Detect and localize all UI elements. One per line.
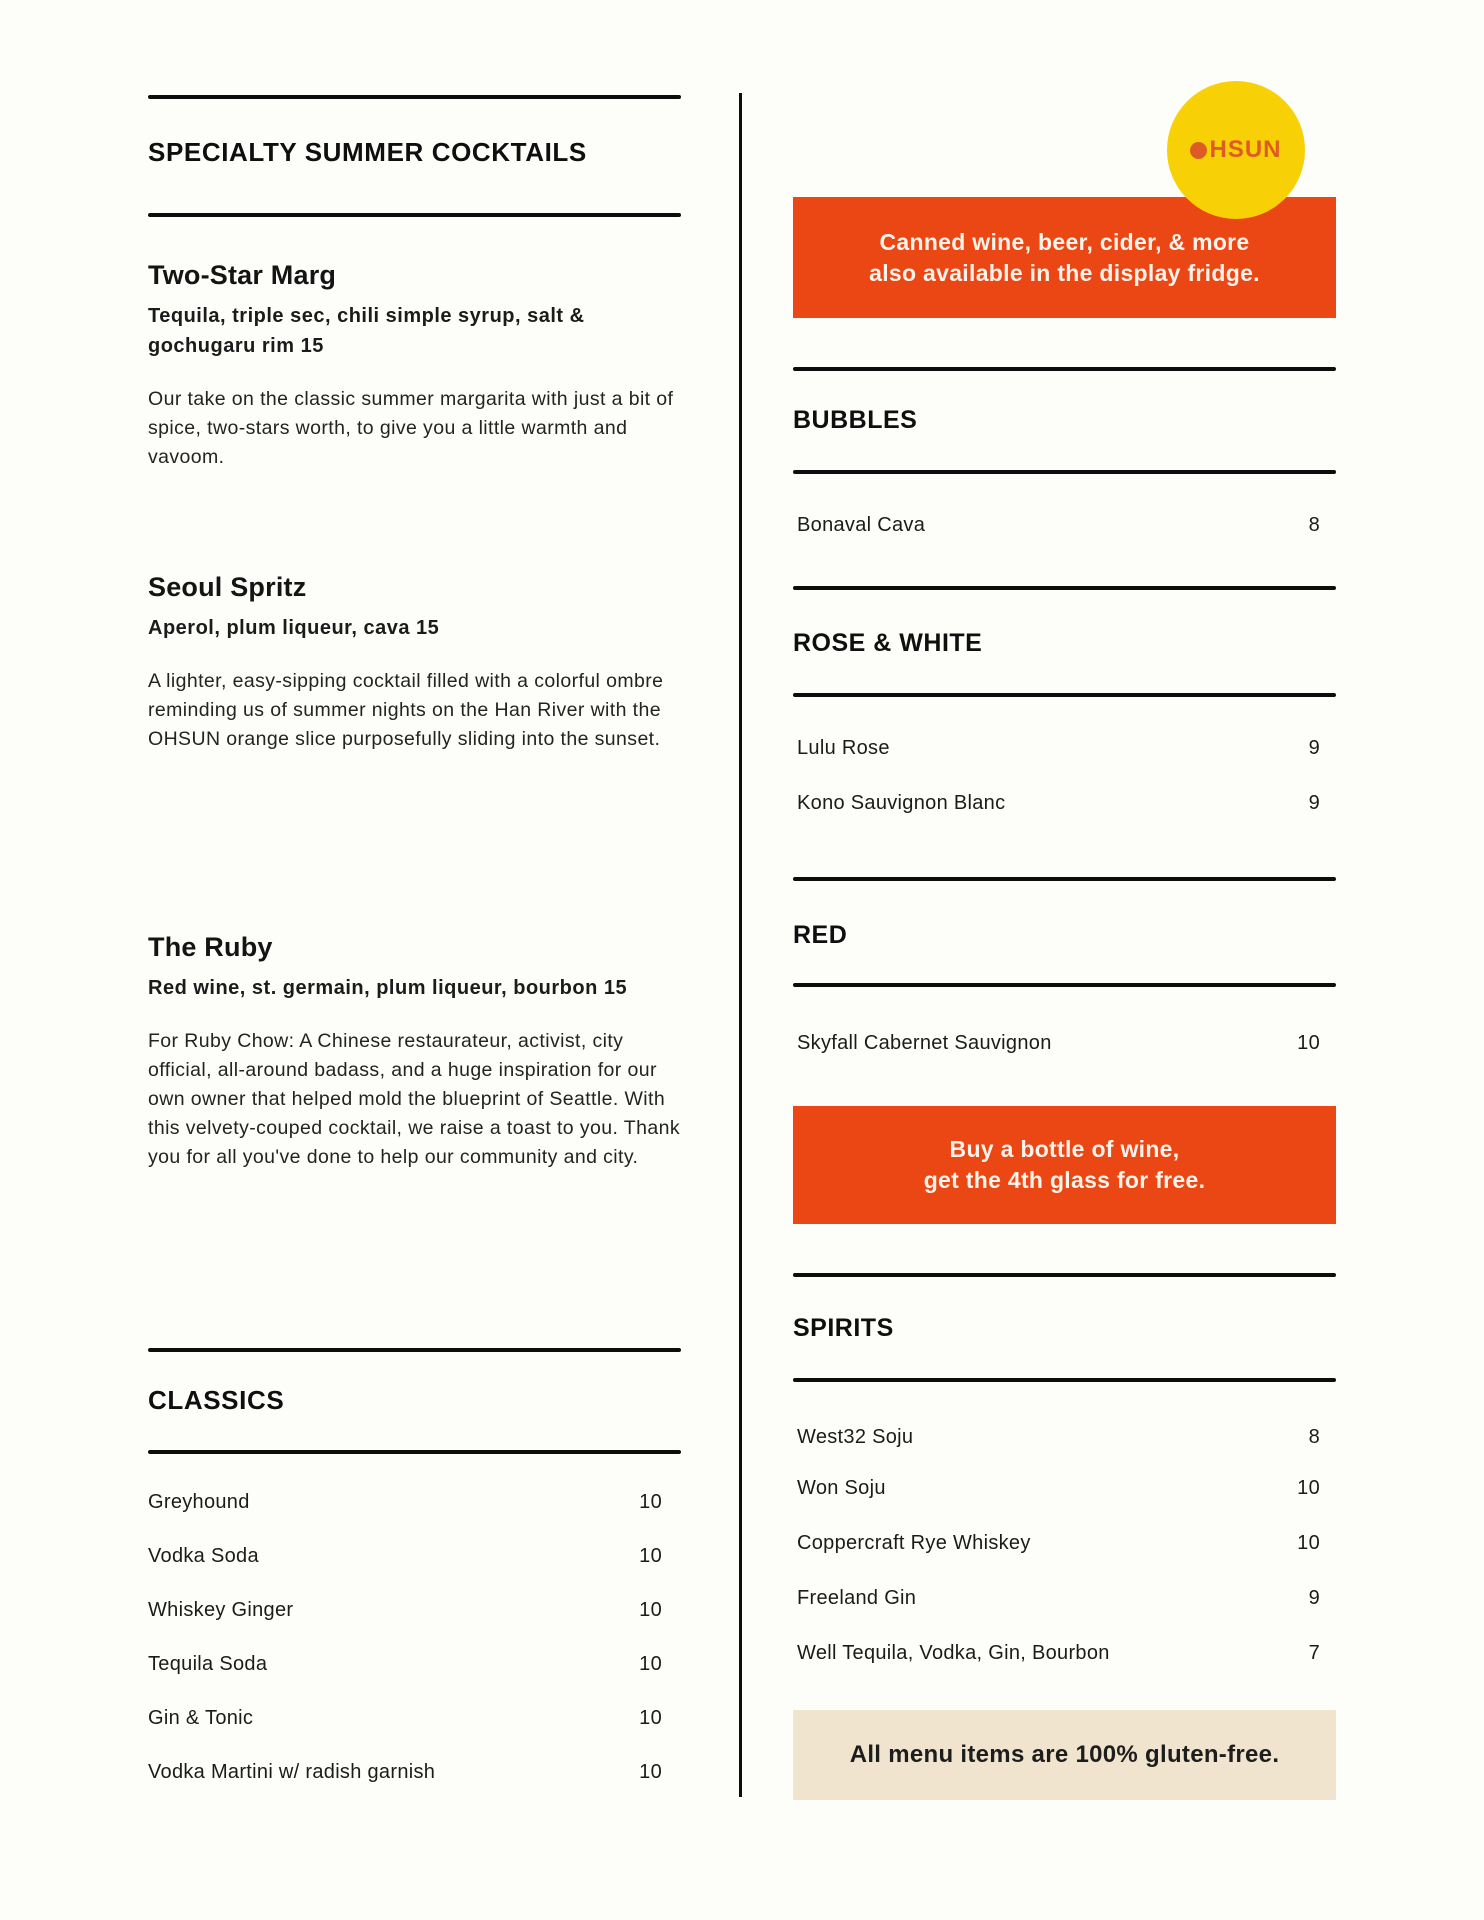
rule-above-red (793, 877, 1336, 881)
cocktail-name: Two-Star Marg (148, 260, 337, 290)
item-price: 9 (1308, 737, 1320, 759)
item-name: Skyfall Cabernet Sauvignon (797, 1032, 1052, 1054)
item-name: Coppercraft Rye Whiskey (797, 1532, 1031, 1554)
item-price: 10 (639, 1491, 662, 1513)
rose-white-title: ROSE & WHITE (793, 629, 983, 657)
item-name: Lulu Rose (797, 737, 890, 759)
cocktail-seoul-spritz (148, 572, 681, 754)
item-price: 10 (639, 1707, 662, 1729)
fridge-banner-line2: also available in the display fridge. (869, 259, 1260, 286)
wine-promo-banner (793, 1106, 1336, 1224)
spirits-row (793, 1638, 1336, 1668)
cocktail-the-ruby (148, 932, 681, 1172)
item-price: 10 (1297, 1032, 1320, 1054)
rule-above-bubbles (793, 367, 1336, 371)
item-name: Vodka Martini w/ radish garnish (148, 1761, 436, 1783)
rule-above-specialty-title (148, 95, 681, 99)
item-name: Gin & Tonic (148, 1707, 254, 1729)
classics-row (148, 1703, 681, 1733)
cocktail-description: Our take on the classic summer margarita with just a bit of spice, two-stars worth, to give you a little warmth and vavoom. (148, 388, 674, 468)
red-row (793, 1028, 1336, 1058)
spirits-row (793, 1583, 1336, 1613)
item-price: 10 (639, 1653, 662, 1675)
item-price: 10 (639, 1545, 662, 1567)
rule-below-classics-title (148, 1450, 681, 1454)
item-name: Bonaval Cava (797, 514, 926, 536)
item-price: 10 (1297, 1477, 1320, 1499)
logo-letters: HSUN (1209, 136, 1282, 163)
item-name: Won Soju (797, 1477, 886, 1499)
cocktail-ingredients: Aperol, plum liqueur, cava 15 (148, 617, 440, 639)
wine-promo-line1: Buy a bottle of wine, (949, 1136, 1180, 1162)
item-price: 9 (1308, 792, 1320, 814)
item-price: 8 (1308, 1426, 1320, 1448)
bubbles-row (793, 510, 1336, 540)
item-price: 10 (639, 1761, 662, 1783)
classics-row (148, 1541, 681, 1571)
spirits-title: SPIRITS (793, 1314, 894, 1342)
item-name: Tequila Soda (148, 1653, 268, 1675)
classics-row (148, 1487, 681, 1517)
red-title: RED (793, 921, 848, 949)
fridge-banner-line1: Canned wine, beer, cider, & more (879, 228, 1250, 255)
rose-white-row (793, 733, 1336, 763)
item-name: Freeland Gin (797, 1587, 917, 1609)
rule-below-red-title (793, 983, 1336, 987)
rule-above-spirits (793, 1273, 1336, 1277)
item-name: Vodka Soda (148, 1545, 259, 1567)
gluten-free-banner (793, 1710, 1336, 1800)
logo-o-dot-icon (1190, 142, 1207, 159)
classics-row (148, 1649, 681, 1679)
rose-white-row (793, 788, 1336, 818)
cocktail-two-star-marg (148, 260, 681, 472)
cocktail-name: The Ruby (148, 932, 273, 962)
spirits-row (793, 1422, 1336, 1452)
spirits-row (793, 1528, 1336, 1558)
classics-title: CLASSICS (148, 1385, 285, 1415)
item-name: Whiskey Ginger (148, 1599, 294, 1621)
cocktail-description: For Ruby Chow: A Chinese restaurateur, activist, city official, all-around badass, and a huge inspiration for our own owner that helped mold the blueprint of Seattle. With this velvety-couped cocktail, we raise a toast to you. Thank you for all you've done to help our community and city. (148, 1030, 680, 1168)
rule-above-rose-white (793, 586, 1336, 590)
item-price: 10 (639, 1599, 662, 1621)
rule-below-rose-white-title (793, 693, 1336, 697)
column-divider (739, 93, 742, 1797)
cocktail-ingredients: Red wine, st. germain, plum liqueur, bourbon 15 (148, 977, 628, 999)
rule-above-classics-title (148, 1348, 681, 1352)
wine-promo-line2: get the 4th glass for free. (923, 1167, 1206, 1193)
ohsun-logo-wordmark (1190, 136, 1281, 164)
item-price: 8 (1308, 514, 1320, 536)
item-name: Greyhound (148, 1491, 250, 1513)
gluten-free-text: All menu items are 100% gluten-free. (849, 1741, 1280, 1768)
classics-row (148, 1757, 681, 1787)
item-name: West32 Soju (797, 1426, 914, 1448)
item-price: 7 (1308, 1642, 1320, 1664)
rule-below-spirits-title (793, 1378, 1336, 1382)
item-name: Kono Sauvignon Blanc (797, 792, 1006, 814)
ohsun-logo (1167, 81, 1305, 219)
rule-below-bubbles-title (793, 470, 1336, 474)
item-price: 9 (1308, 1587, 1320, 1609)
cocktail-name: Seoul Spritz (148, 572, 307, 602)
specialty-cocktails-title: SPECIALTY SUMMER COCKTAILS (148, 137, 587, 167)
item-name: Well Tequila, Vodka, Gin, Bourbon (797, 1642, 1110, 1664)
item-price: 10 (1297, 1532, 1320, 1554)
cocktail-description: A lighter, easy-sipping cocktail filled with a colorful ombre reminding us of summer nights on the Han River with the OHSUN orange slice purposefully sliding into the sunset. (148, 670, 664, 750)
bubbles-title: BUBBLES (793, 406, 918, 434)
spirits-row (793, 1473, 1336, 1503)
rule-below-specialty-title (148, 213, 681, 217)
cocktail-ingredients: Tequila, triple sec, chili simple syrup, salt & gochugaru rim 15 (148, 305, 585, 357)
classics-row (148, 1595, 681, 1625)
